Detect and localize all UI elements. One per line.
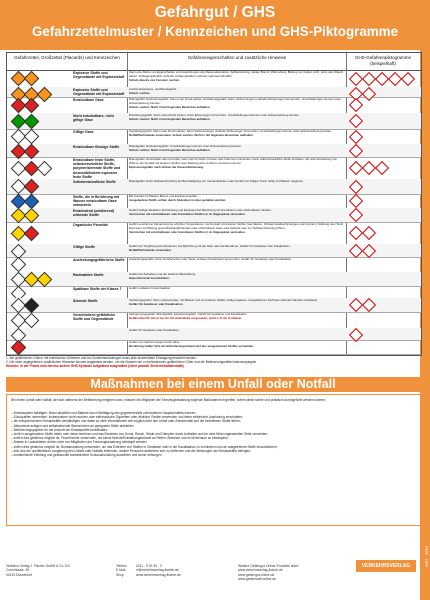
placard-group [9, 158, 67, 180]
tel-label: Telefon [116, 564, 127, 568]
hazard-class-name: Verschiedene gefährliche Stoffe und Gegenstände [73, 313, 116, 322]
hazard-class-name: Ansteckungsgefährliche Stoffe [73, 258, 125, 262]
col-header-ghs: GHS-Gefahrenpiktogramme (beispielhaft) [354, 55, 412, 66]
hazard-description [129, 341, 345, 349]
measure-item: – sofern dies gefahrlos möglich ist, Feuerlöscher verwenden, um kleine Brände/Entstehungsbrände an Reifen, Bremsen und im Motorraum zu bekämpfen; [11, 436, 229, 441]
table-row [7, 244, 421, 258]
mail-label: E-Mail [116, 568, 126, 573]
hazard-description [129, 88, 345, 96]
hazard-table [6, 52, 422, 356]
footnotes [6, 356, 420, 369]
hazard-class-name: Spaltbare Stoffe der Klasse 7 [73, 287, 122, 291]
hazard-note: Schutz suchen. Nicht in tief liegenden Bereichen aufhalten. [129, 147, 211, 152]
hazard-description-text: Brandgefahr. Explosionsgefahr. Kann unter Druck stehen. Erstickungsgefahr. Kann Verbrennungen und/oder Erfrierungen hervorrufen. Umschließungen können unter Hitzeeinwirkung bersten. [129, 97, 341, 105]
shop-link[interactable]: www.verkehrsverlag-fischer.de [136, 572, 181, 577]
contact-labels [116, 564, 127, 577]
hazard-description-text: Brandgefahr durch Selbstentzündung bei Beschädigung von Versandstücken oder Austritt von Füllgut. Kann heftig mit Wasser reagieren. [129, 179, 304, 183]
hazard-description-text: Gefahr von Verbrennungen durch Hitze. [129, 340, 181, 344]
hazard-label-diamond-icon [11, 340, 27, 356]
measure-item: – Brände in Ladeabteilen dürfen nicht von Mitgliedern der Fahrzeugbesatzung bekämpft werden; [11, 440, 148, 445]
hazard-description-text: Kann eine Reihe von Eigenschaften und Auswirkungen wie Massendetonation, Splitterwirkung, starker Brand / Wärmefluss, Bildung von hellem Licht, Lärm oder Rauch haben. Schlagempfindlich und/oder stoßempfindlich und/oder wärmeempfindlich. [129, 70, 344, 78]
publisher-city: 40215 Düsseldorf [6, 572, 32, 577]
hazard-description [129, 130, 345, 138]
hazard-class-name: Entzündbare Gase [73, 98, 104, 102]
ghs-pictogram-icon [349, 194, 363, 208]
hazard-description-text: Bei Kontakt mit Wasser Brand- und Explosionsgefahr. [129, 194, 198, 198]
hazard-class-name: Explosive Stoffe und Gegenstände mit Explosivstoff [73, 71, 125, 80]
hazard-description-text: Gefahr heftiger Reaktion, Entzündung und Explosion bei Berührung mit brennbaren oder entzündbaren Stoffen. [129, 208, 272, 212]
footnote-1: 1. Bei gefährlichen Gütern mit mehrfachen Gefahren und bei Zusammenladungen muss jede anwendbare Eintragung beachtet werden. [6, 356, 197, 360]
hazard-description [129, 180, 345, 184]
placard-group [9, 299, 67, 313]
hazard-description [129, 158, 345, 169]
table-header [7, 53, 421, 71]
table-row [7, 312, 421, 329]
table-row [7, 129, 421, 145]
publisher-name: Verkehrs-Verlag J. Fischer GmbH & Co. KG [6, 564, 70, 568]
mail-link[interactable]: vf@verkehrsverlag-fischer.de [136, 568, 179, 573]
more-link-3[interactable]: www.gefahrstoff-online.de [238, 577, 276, 582]
order-number: 4287 · 2024 [424, 546, 429, 568]
hazard-description [129, 145, 345, 153]
hazard-description-text: Gefahr nuklearer Kettenreaktion. [129, 286, 171, 290]
measure-item: – Warnweste anlegen und selbststehende Warnzeichen an geeigneter Stelle aufstellen; [11, 423, 135, 428]
hazard-description-text: Brandgefahr. Explosionsgefahr. Umschließungen können unter Hitzeeinwirkung bersten. [129, 144, 242, 148]
hazard-class-name: Entzündend (oxidierend) wirkende Stoffe [73, 209, 115, 218]
hazard-label-diamond-icon [24, 71, 40, 87]
hazard-note: Schutz suchen. Nicht in tief liegenden Bereichen aufhalten. [129, 116, 211, 121]
ghs-pictogram-icon [349, 208, 363, 222]
table-row [7, 222, 421, 245]
hazard-class-name: Entzündbare feste Stoffe, selbstzersetzliche Stoffe, polymerisierende Stoffe und desensibilisierte explosive feste Stoffe [73, 158, 121, 179]
ghs-pictogram-icon [401, 71, 415, 85]
hazard-class-name: Giftige Gase [73, 130, 94, 134]
hazard-label-diamond-icon [24, 97, 40, 113]
table-row [7, 194, 421, 209]
hazard-class-name: Organische Peroxide [73, 223, 109, 227]
placard-group [9, 341, 67, 355]
placard-group [9, 223, 67, 245]
hazard-class-name: Explosive Stoffe und Gegenstände mit Explosivstoff [73, 88, 125, 97]
hazard-class-name: Stoffe, die in Berührung mit Wasser entzündbare Gase entwickeln [73, 195, 120, 208]
hazard-description-text: Gefahr der Vergiftung beim Einatmen, bei Berührung mit der Haut oder bei Einnahme. Gefahr für Gewässer oder Kanalisation. [129, 244, 291, 248]
hazard-note: Vermischen mit entzündbaren oder brennbaren Stoffen (z. B. Sägespäne) vermeiden. [129, 211, 246, 216]
hazard-label-diamond-icon [24, 312, 40, 328]
ghs-pictogram-icon [375, 161, 389, 175]
hazard-label-diamond-icon [11, 257, 27, 273]
table-row [7, 144, 421, 158]
hazard-note: Expositionszeit beschränken. [129, 275, 170, 280]
table-row [7, 272, 421, 287]
measure-item: – sofern dies gefahrlos möglich ist, Bordausrüstung verwenden, um das Eintreten von Stoffen in Gewässer oder in die Kanalisation zu verhindern und um ausgetretene Stoffe einzudämmen; [11, 444, 278, 449]
table-row [7, 113, 421, 130]
hazard-note: Berührung heißer Teile der Beförderungseinheit und des ausgetretenen Stoffes vermeiden. [129, 343, 254, 348]
publisher-logo: VERKEHRSVERLAG FISCHER [356, 560, 416, 572]
more-products [238, 564, 299, 582]
more-link-2[interactable]: www.gefahrgut-online.de [238, 572, 275, 577]
hazard-description [129, 287, 345, 291]
title-line-1: Gefahrgut / GHS [154, 4, 276, 21]
table-row [7, 208, 421, 223]
hazard-description-text: Verbrennungsgefahr. Brandgefahr. Explosionsgefahr. Gefahr für Gewässer und Kanalisation. [129, 312, 248, 316]
hazard-note: Gefahr für Gewässer oder Kanalisation. [129, 301, 184, 306]
hazard-note: Schutz suchen. [129, 90, 151, 95]
table-row [7, 157, 421, 180]
ghs-pictogram-icon [362, 298, 376, 312]
hazard-class-name: Selbstentzündliche Stoffe [73, 180, 116, 184]
more-title: Weitere Gefahrgut-Online-Produkte unter: [238, 564, 300, 568]
hazard-label-diamond-icon [24, 298, 40, 314]
placard-group [9, 71, 67, 88]
hazard-description-text: Brandgefahr. Entzündbar oder brennbar, kann sich bei Hitze, Funken oder Flammen entzünden. Kann selbstzersetzliche Stoffe enthalten, die unter Einwirkung von Wärme, bei Kontakt mit anderen Stoffen oder Reibung sich exotherm zersetzen können. [129, 157, 338, 165]
hazard-label-diamond-icon [24, 113, 40, 129]
hazard-description-text: Erstickungsgefahr. Kann unter Druck stehen. Kann Erfrierungen hervorrufen. Umschließungen können unter Hitzeeinwirkung bersten. [129, 113, 300, 117]
ghs-pictogram-icon [349, 98, 363, 112]
hazard-class-name: Entzündbare flüssige Stoffe [73, 145, 120, 149]
col-header-placards: Gefahrzettel, Großzettel (Placards) und Kennzeichen [14, 55, 120, 60]
measure-item: – die entsprechenden Einsatzkräfte verständigen und dabei so viele Informationen wie möglich über den Unfall oder Zwischenfall und die betroffenen Stoffe liefern; [11, 419, 241, 424]
hazard-label-diamond-icon [37, 272, 53, 288]
ghs-pictogram-icon [362, 244, 376, 258]
title-line-2: Gefahrzettelmuster / Kennzeichen und GHS-Piktogramme [31, 24, 399, 39]
hazard-note: Notfallfluchtmaske verwenden. [129, 247, 172, 252]
table-row [7, 257, 421, 273]
tel-value: 0211 - 9 91 93 - 0 [136, 564, 162, 568]
hazard-description-text: Gefahr exothermer Zersetzung bei erhöhten Temperaturen, bei Kontakt mit anderen Stoffen (wie Säuren, Schwermetallverbindungen oder Aminen), Reibung oder Stoß. Dies kann zur Bildung gesundheitsgefährdender oder entzündbarer Gase oder Dämpfe oder zur Selbstentzündung führen. [129, 222, 344, 230]
footnote-hint: Hinweis: In der Praxis sind ebenso andere GHS-Symbole aufgefasst ausgewählt (siehe parallel Sicherheitsdatenblatt) [6, 364, 184, 369]
hazard-description [129, 223, 345, 234]
placard-group [9, 209, 67, 223]
header-banner [0, 0, 430, 50]
table-row [7, 97, 421, 114]
measures-list [11, 411, 417, 457]
ghs-pictogram-icon [349, 179, 363, 193]
ghs-pictogram-icon [349, 114, 363, 128]
measure-item: – kontaminierte Kleidung und gebrauchte kontaminierte Schutzausrüstung ausziehen und sicher entsorgen. [11, 453, 163, 458]
measures-banner [6, 377, 420, 392]
hazard-description [129, 329, 345, 333]
ghs-pictogram-icon [349, 144, 363, 158]
table-row [7, 70, 421, 88]
hazard-note: Gefahrzettel Nr. 9A ist nur für Versandstücke vorgesehen, nicht z. B. für Container. [129, 315, 243, 320]
measures-box [6, 394, 422, 526]
contact-values [136, 564, 181, 577]
hazard-description-text: Gefahr für Gewässer oder Kanalisation. [129, 328, 180, 332]
hazard-description [129, 273, 345, 281]
footnote-2: 2. Die oben angegebenen zusätzlichen Hinweise können angepasst werden, um die Klassen der zu befördernden gefährlichen Güter und die Beförderungsmittel widerzuspiegeln. [6, 360, 258, 365]
hazard-note: Vermischen mit entzündbaren oder brennbaren Stoffen (z. B. Sägespäne) vermeiden. [129, 229, 246, 234]
ghs-pictogram-icon [349, 129, 363, 143]
publisher-block [6, 564, 70, 577]
hazard-description [129, 195, 345, 203]
measure-item: – Bremssystem betätigen, Motor abstellen und Batterie durch Betätigung des gegebenenfalls vorhandenen Hauptschalters trennen; [11, 411, 197, 415]
hazard-description [129, 98, 345, 109]
hazard-description [129, 209, 345, 217]
hazard-label-diamond-icon [24, 208, 40, 224]
hazard-label-diamond-icon [24, 179, 40, 195]
hazard-class-name: Giftige Stoffe [73, 245, 95, 249]
hazard-note: Schutz suchen. Nicht in tief liegenden Bereichen aufhalten. [129, 104, 211, 109]
measures-title: Maßnahmen bei einem Unfall oder Notfall [90, 377, 336, 391]
measure-item: – Zündquellen vermeiden, insbesondere nicht rauchen oder elektronische Zigaretten oder ähnliche Geräte verwenden und keine elektrische Ausrüstung einschalten; [11, 415, 243, 420]
measure-item: – nicht in ausgelaufene Stoffe treten oder diese berühren und das Einatmen von Dunst, Rauch, Staub und Dämpfen durch Aufhalten auf der dem Wind zugewandten Seite vermeiden; [11, 432, 269, 437]
hazard-label-diamond-icon [24, 225, 40, 241]
measure-item: – sich aus der unmittelbaren Umgebung des Unfalls oder Notfalls entfernen, andere Personen auffordern sich zu entfernen und die Weisungen der Einsatzkräfte befolgen; [11, 448, 251, 453]
shop-label: Shop [116, 572, 124, 577]
hazard-note: Explosionsgefahr nach Verlust der Desensibilisierung. [129, 164, 204, 169]
hazard-description-text: Verätzungsgefahr. Kann untereinander, mit Wasser und mit anderen Stoffen heftig reagieren. Ausgelaufener Stoff kann ätzende Dämpfe entwickeln. [129, 298, 318, 302]
hazard-description-text: Vergiftungsgefahr. Kann unter Druck stehen. Kann Verbrennungen und/oder Erfrierungen hervorrufen. Umschließungen können unter Hitzeeinwirkung bersten. [129, 129, 332, 133]
hazard-class-name: Radioaktive Stoffe [73, 273, 104, 277]
measures-intro: Bei einem Unfall oder Notfall, der sich während der Beförderung ereignen kann, müssen die Mitglieder der Fahrzeugbesatzung folgende Maßnahmen ergreifen, sofern diese sicher und praktisch durchgeführt werden können: [11, 398, 326, 402]
hazard-class-name: Nicht entzündbare, nicht giftige Gase [73, 114, 114, 123]
hazard-description-text: Ansteckungsgefahr. Kann bei Menschen oder Tieren schwere Krankheiten hervorrufen. Gefahr für Gewässer oder Kanalisation. [129, 257, 292, 261]
publisher-street: Corneliusstr. 49 [6, 568, 29, 573]
hazard-description [129, 313, 345, 321]
table-row [7, 179, 421, 195]
hazard-description [129, 245, 345, 253]
col-header-hazards: Gefahreneigenschaften und zusätzliche Hinweise [187, 55, 287, 60]
hazard-description [129, 258, 345, 262]
hazard-description [129, 114, 345, 122]
hazard-note: Notfallfluchtmaske verwenden. Schutz suchen. Nicht in tief liegenden Bereichen aufhalten. [129, 132, 254, 137]
table-row [7, 298, 421, 313]
table-row [7, 340, 421, 355]
hazard-note: Ausgelaufene Stoffe sollten durch Abdecken trocken gehalten werden. [129, 197, 227, 202]
hazard-description [129, 299, 345, 307]
hazard-label-diamond-icon [24, 129, 40, 145]
placard-group [9, 98, 67, 114]
ghs-pictogram-icon [362, 226, 376, 240]
hazard-description-text: Leichte Explosions- und Brandgefahr. [129, 87, 178, 91]
hazard-description [129, 71, 345, 82]
measure-item: – Beförderungspapiere für die Ankunft der Einsatzkräfte bereithalten; [11, 427, 108, 432]
hazard-note: Schutz abseits von Fenstern suchen. [129, 77, 180, 82]
hazard-description-text: Gefahr der Aufnahme und der äußeren Bestrahlung. [129, 272, 196, 276]
hazard-label-diamond-icon [37, 160, 53, 176]
hazard-class-name: Ätzende Stoffe [73, 299, 98, 303]
more-link-1[interactable]: www.verkehrsverlag-fischer.de [238, 568, 283, 573]
